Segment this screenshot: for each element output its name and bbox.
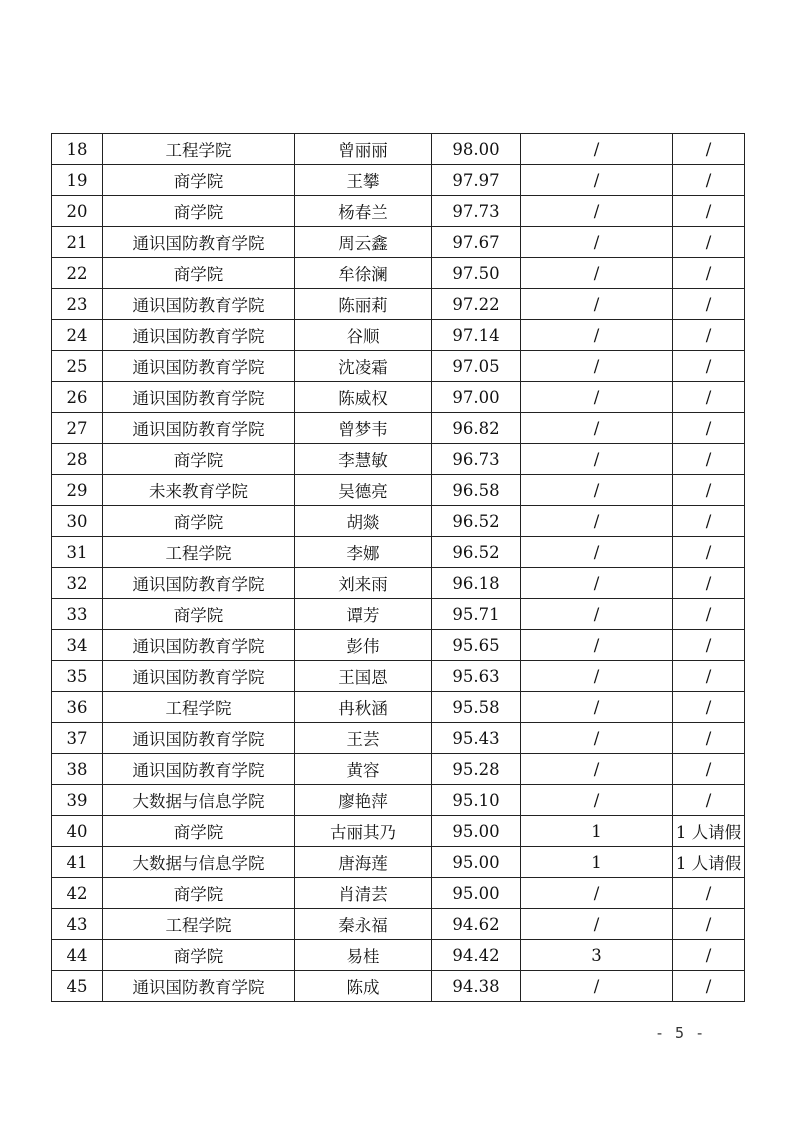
row-number-cell: 26: [52, 382, 103, 413]
table-row: [52, 568, 745, 599]
name-cell: 沈凌霜: [295, 351, 432, 382]
college-cell: 商学院: [103, 940, 295, 971]
row-number-cell: 36: [52, 692, 103, 723]
college-cell: 商学院: [103, 878, 295, 909]
count-cell: /: [521, 475, 673, 506]
count-cell: /: [521, 754, 673, 785]
count-cell: /: [521, 413, 673, 444]
score-cell: 96.58: [432, 475, 521, 506]
college-cell: 商学院: [103, 506, 295, 537]
college-cell: 通识国防教育学院: [103, 723, 295, 754]
table-row: [52, 506, 745, 537]
row-number-cell: 27: [52, 413, 103, 444]
table-row: [52, 785, 745, 816]
score-cell: 97.97: [432, 165, 521, 196]
table-row: [52, 537, 745, 568]
table-row: [52, 382, 745, 413]
college-cell: 通识国防教育学院: [103, 351, 295, 382]
college-cell: 商学院: [103, 196, 295, 227]
note-cell: /: [673, 289, 745, 320]
row-number-cell: 45: [52, 971, 103, 1002]
table-row: [52, 723, 745, 754]
row-number-cell: 42: [52, 878, 103, 909]
table-row: [52, 847, 745, 878]
row-number-cell: 22: [52, 258, 103, 289]
row-number-cell: 34: [52, 630, 103, 661]
note-cell: /: [673, 382, 745, 413]
college-cell: 工程学院: [103, 537, 295, 568]
college-cell: 商学院: [103, 258, 295, 289]
college-cell: 通识国防教育学院: [103, 320, 295, 351]
note-cell: /: [673, 475, 745, 506]
row-number-cell: 44: [52, 940, 103, 971]
score-cell: 97.22: [432, 289, 521, 320]
college-cell: 未来教育学院: [103, 475, 295, 506]
row-number-cell: 38: [52, 754, 103, 785]
note-cell: /: [673, 537, 745, 568]
row-number-cell: 25: [52, 351, 103, 382]
row-number-cell: 31: [52, 537, 103, 568]
count-cell: /: [521, 599, 673, 630]
count-cell: /: [521, 785, 673, 816]
score-cell: 96.73: [432, 444, 521, 475]
score-cell: 95.71: [432, 599, 521, 630]
count-cell: /: [521, 692, 673, 723]
name-cell: 胡燚: [295, 506, 432, 537]
note-cell: /: [673, 971, 745, 1002]
table-row: [52, 940, 745, 971]
name-cell: 周云鑫: [295, 227, 432, 258]
table-row: [52, 599, 745, 630]
college-cell: 通识国防教育学院: [103, 227, 295, 258]
name-cell: 王国恩: [295, 661, 432, 692]
score-cell: 96.18: [432, 568, 521, 599]
college-cell: 通识国防教育学院: [103, 661, 295, 692]
count-cell: /: [521, 630, 673, 661]
score-cell: 94.62: [432, 909, 521, 940]
name-cell: 彭伟: [295, 630, 432, 661]
row-number-cell: 39: [52, 785, 103, 816]
note-cell: /: [673, 754, 745, 785]
college-cell: 大数据与信息学院: [103, 785, 295, 816]
count-cell: /: [521, 568, 673, 599]
score-cell: 95.58: [432, 692, 521, 723]
name-cell: 冉秋涵: [295, 692, 432, 723]
table-row: [52, 351, 745, 382]
note-cell: /: [673, 506, 745, 537]
name-cell: 陈丽莉: [295, 289, 432, 320]
score-cell: 94.42: [432, 940, 521, 971]
row-number-cell: 18: [52, 134, 103, 165]
note-cell: /: [673, 723, 745, 754]
note-cell: /: [673, 258, 745, 289]
count-cell: /: [521, 723, 673, 754]
name-cell: 曾梦韦: [295, 413, 432, 444]
table-row: [52, 692, 745, 723]
college-cell: 通识国防教育学院: [103, 630, 295, 661]
page-number: - 5 -: [655, 1024, 706, 1042]
college-cell: 大数据与信息学院: [103, 847, 295, 878]
table-row: [52, 971, 745, 1002]
count-cell: /: [521, 444, 673, 475]
note-cell: /: [673, 444, 745, 475]
table-row: [52, 413, 745, 444]
note-cell: 1 人请假: [673, 816, 745, 847]
row-number-cell: 32: [52, 568, 103, 599]
count-cell: 3: [521, 940, 673, 971]
college-cell: 通识国防教育学院: [103, 971, 295, 1002]
score-cell: 97.14: [432, 320, 521, 351]
name-cell: 李慧敏: [295, 444, 432, 475]
score-cell: 97.00: [432, 382, 521, 413]
table-row: [52, 196, 745, 227]
row-number-cell: 30: [52, 506, 103, 537]
count-cell: 1: [521, 847, 673, 878]
count-cell: /: [521, 196, 673, 227]
table-row: [52, 134, 745, 165]
name-cell: 廖艳萍: [295, 785, 432, 816]
score-cell: 95.43: [432, 723, 521, 754]
count-cell: /: [521, 165, 673, 196]
score-cell: 95.65: [432, 630, 521, 661]
name-cell: 杨春兰: [295, 196, 432, 227]
score-cell: 95.00: [432, 878, 521, 909]
name-cell: 谭芳: [295, 599, 432, 630]
table-row: [52, 816, 745, 847]
note-cell: /: [673, 413, 745, 444]
college-cell: 商学院: [103, 444, 295, 475]
row-number-cell: 41: [52, 847, 103, 878]
name-cell: 王芸: [295, 723, 432, 754]
note-cell: /: [673, 785, 745, 816]
table-row: [52, 909, 745, 940]
score-cell: 96.82: [432, 413, 521, 444]
count-cell: /: [521, 537, 673, 568]
score-cell: 97.67: [432, 227, 521, 258]
name-cell: 古丽其乃: [295, 816, 432, 847]
table-row: [52, 444, 745, 475]
name-cell: 陈成: [295, 971, 432, 1002]
table-row: [52, 227, 745, 258]
note-cell: /: [673, 909, 745, 940]
row-number-cell: 24: [52, 320, 103, 351]
note-cell: /: [673, 940, 745, 971]
row-number-cell: 20: [52, 196, 103, 227]
note-cell: /: [673, 196, 745, 227]
college-cell: 商学院: [103, 165, 295, 196]
college-cell: 工程学院: [103, 134, 295, 165]
count-cell: /: [521, 320, 673, 351]
table-row: [52, 165, 745, 196]
count-cell: /: [521, 661, 673, 692]
score-cell: 97.50: [432, 258, 521, 289]
count-cell: /: [521, 382, 673, 413]
count-cell: /: [521, 351, 673, 382]
note-cell: /: [673, 134, 745, 165]
score-cell: 97.05: [432, 351, 521, 382]
score-cell: 95.63: [432, 661, 521, 692]
count-cell: /: [521, 134, 673, 165]
table-row: [52, 320, 745, 351]
college-cell: 商学院: [103, 599, 295, 630]
score-cell: 98.00: [432, 134, 521, 165]
college-cell: 商学院: [103, 816, 295, 847]
score-cell: 95.00: [432, 847, 521, 878]
row-number-cell: 19: [52, 165, 103, 196]
note-cell: /: [673, 351, 745, 382]
table-body: [52, 134, 745, 1002]
table-row: [52, 878, 745, 909]
table-row: [52, 475, 745, 506]
score-cell: 95.28: [432, 754, 521, 785]
row-number-cell: 23: [52, 289, 103, 320]
score-cell: 95.10: [432, 785, 521, 816]
row-number-cell: 29: [52, 475, 103, 506]
name-cell: 李娜: [295, 537, 432, 568]
name-cell: 秦永福: [295, 909, 432, 940]
note-cell: /: [673, 878, 745, 909]
table-row: [52, 258, 745, 289]
score-cell: 96.52: [432, 537, 521, 568]
name-cell: 易桂: [295, 940, 432, 971]
name-cell: 唐海莲: [295, 847, 432, 878]
count-cell: /: [521, 506, 673, 537]
row-number-cell: 28: [52, 444, 103, 475]
row-number-cell: 40: [52, 816, 103, 847]
table-row: [52, 661, 745, 692]
row-number-cell: 21: [52, 227, 103, 258]
note-cell: /: [673, 661, 745, 692]
name-cell: 吴德亮: [295, 475, 432, 506]
table-row: [52, 754, 745, 785]
name-cell: 黄容: [295, 754, 432, 785]
count-cell: /: [521, 227, 673, 258]
college-cell: 工程学院: [103, 692, 295, 723]
note-cell: /: [673, 599, 745, 630]
score-cell: 97.73: [432, 196, 521, 227]
college-cell: 通识国防教育学院: [103, 413, 295, 444]
college-cell: 通识国防教育学院: [103, 754, 295, 785]
note-cell: /: [673, 630, 745, 661]
row-number-cell: 37: [52, 723, 103, 754]
count-cell: /: [521, 909, 673, 940]
count-cell: 1: [521, 816, 673, 847]
name-cell: 陈威权: [295, 382, 432, 413]
name-cell: 肖清芸: [295, 878, 432, 909]
note-cell: /: [673, 320, 745, 351]
name-cell: 谷顺: [295, 320, 432, 351]
row-number-cell: 35: [52, 661, 103, 692]
score-cell: 96.52: [432, 506, 521, 537]
score-cell: 95.00: [432, 816, 521, 847]
count-cell: /: [521, 878, 673, 909]
note-cell: /: [673, 165, 745, 196]
college-cell: 工程学院: [103, 909, 295, 940]
count-cell: /: [521, 971, 673, 1002]
college-cell: 通识国防教育学院: [103, 382, 295, 413]
row-number-cell: 33: [52, 599, 103, 630]
table-row: [52, 289, 745, 320]
note-cell: 1 人请假: [673, 847, 745, 878]
name-cell: 牟徐澜: [295, 258, 432, 289]
score-cell: 94.38: [432, 971, 521, 1002]
count-cell: /: [521, 258, 673, 289]
row-number-cell: 43: [52, 909, 103, 940]
note-cell: /: [673, 227, 745, 258]
name-cell: 刘来雨: [295, 568, 432, 599]
note-cell: /: [673, 568, 745, 599]
count-cell: /: [521, 289, 673, 320]
college-cell: 通识国防教育学院: [103, 289, 295, 320]
name-cell: 王攀: [295, 165, 432, 196]
table-row: [52, 630, 745, 661]
name-cell: 曾丽丽: [295, 134, 432, 165]
college-cell: 通识国防教育学院: [103, 568, 295, 599]
score-table: [51, 133, 745, 1002]
note-cell: /: [673, 692, 745, 723]
